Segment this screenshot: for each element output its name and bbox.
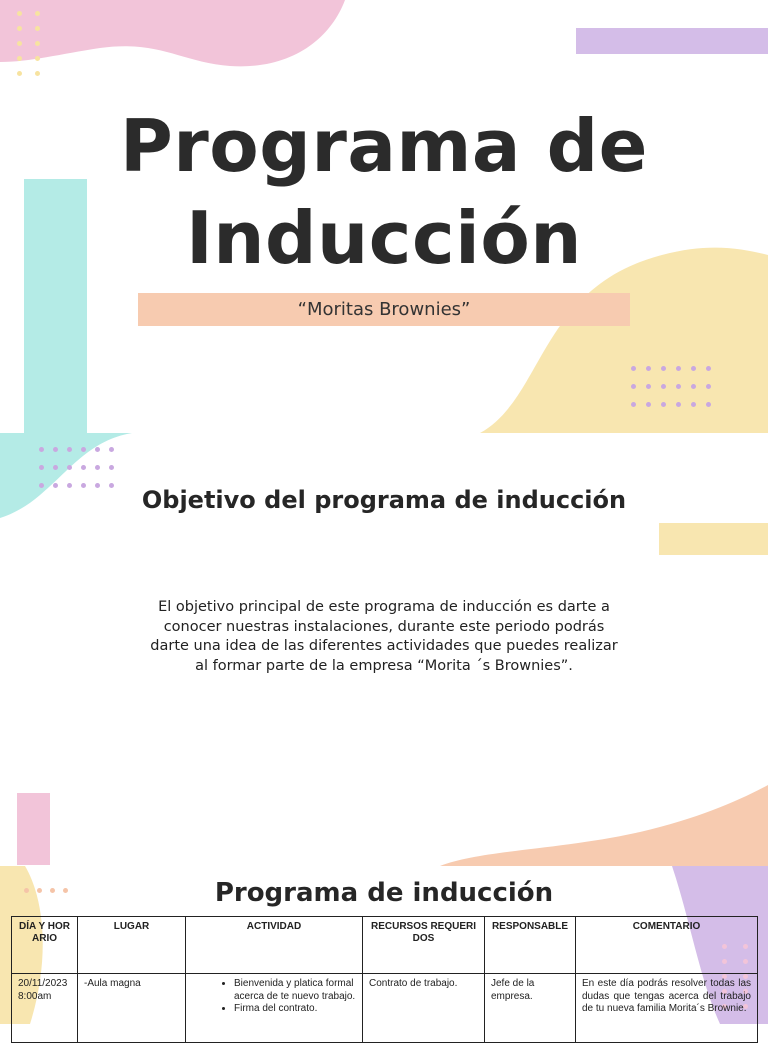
list-item: • Firma del contrato. bbox=[234, 1003, 356, 1016]
table-header-row bbox=[12, 917, 758, 974]
title-line-1: Programa de bbox=[120, 104, 648, 188]
dot-grid-top-left bbox=[17, 11, 40, 76]
objective-text: El objetivo principal de este programa de inducción es darte a conocer nuestras instalaciones, durante este periodo podrás darte una idea de las diferentes actividades que puedes realizar al formar parte de la empresa “Morita ´s Brownies”. bbox=[150, 599, 618, 674]
pink-bar-bottom bbox=[17, 793, 50, 865]
column-header: LUGAR bbox=[78, 917, 186, 974]
dot-grid-left bbox=[39, 447, 114, 488]
yellow-bar-right bbox=[659, 523, 768, 555]
peach-blob-bottom bbox=[440, 785, 768, 866]
cell-place: -Aula magna bbox=[78, 974, 186, 1043]
list-item: • Bienvenida y platica formal acerca de te nuevo trabajo. bbox=[234, 978, 356, 1003]
page-title bbox=[0, 100, 768, 284]
cell-resources: Contrato de trabajo. bbox=[363, 974, 485, 1043]
title-line-2: Inducción bbox=[185, 196, 583, 280]
cell-responsible: Jefe de la empresa. bbox=[485, 974, 576, 1043]
lavender-bar-top bbox=[576, 28, 768, 54]
objective-heading: Objetivo del programa de inducción bbox=[141, 486, 627, 514]
pink-blob-top bbox=[0, 0, 345, 66]
column-header: RECURSOS REQUERIDOS bbox=[363, 917, 485, 974]
column-header: DÍA Y HORARIO bbox=[12, 917, 78, 974]
program-heading: Programa de inducción bbox=[214, 878, 554, 908]
activity-list bbox=[192, 978, 356, 1016]
cell-day: 20/11/2023 8:00am bbox=[12, 974, 78, 1043]
dot-grid-right bbox=[631, 366, 711, 407]
subtitle-banner bbox=[138, 293, 630, 326]
column-header: COMENTARIO bbox=[576, 917, 758, 974]
table-row bbox=[12, 974, 758, 1043]
cell-comment: En este día podrás resolver todas las dudas que tengas acerca del trabajo de tu nueva familia Morita´s Brownie. bbox=[576, 974, 758, 1043]
subtitle: “Moritas Brownies” bbox=[297, 299, 471, 320]
column-header: RESPONSABLE bbox=[485, 917, 576, 974]
column-header: ACTIVIDAD bbox=[186, 917, 363, 974]
cell-activity bbox=[186, 974, 363, 1043]
